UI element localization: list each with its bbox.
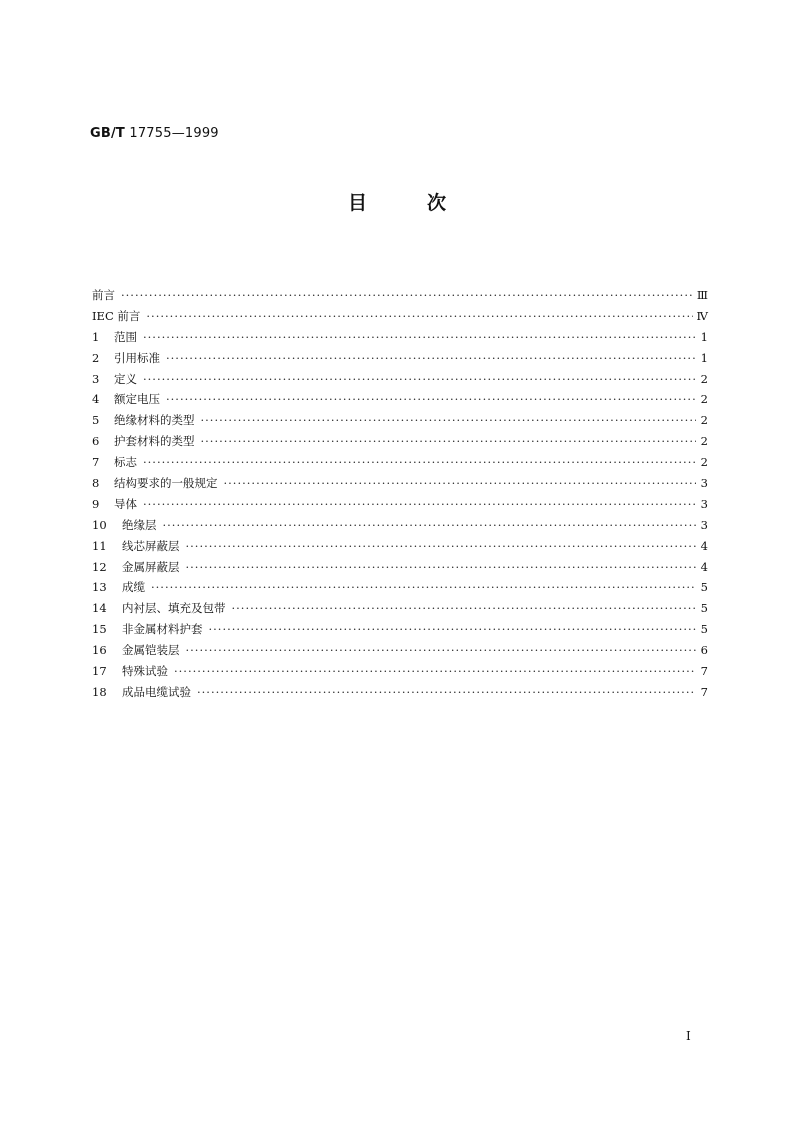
toc-entry-page: 7 [700,684,708,699]
toc-leader-dots [121,285,693,306]
toc-leader-dots [209,619,697,640]
toc-entry[interactable] [92,473,708,494]
toc-entry-number: 16 [92,643,107,658]
toc-entry-label: 线芯屏蔽层 [122,538,180,553]
page-title [0,188,794,215]
toc-entry-label: 成缆 [122,580,145,595]
toc-entry-label: 非金属材料护套 [122,622,203,637]
toc-entry-page: 4 [700,538,708,553]
toc-entry[interactable] [92,619,708,640]
toc-leader-dots [143,369,696,390]
toc-entry[interactable] [92,306,708,327]
toc-entry-page: 1 [700,350,708,365]
toc-leader-dots [146,306,692,327]
standard-number: 17755—1999 [129,126,219,141]
table-of-contents [92,285,708,703]
toc-entry[interactable] [92,431,708,452]
toc-entry-page: 5 [700,601,708,616]
toc-leader-dots [143,494,696,515]
toc-leader-dots [143,452,696,473]
toc-leader-dots [224,473,697,494]
toc-leader-dots [201,410,697,431]
toc-leader-dots [186,557,697,578]
toc-entry[interactable] [92,682,708,703]
toc-entry-label: 金属屏蔽层 [122,559,180,574]
title-char-1: 目 [347,192,367,214]
toc-entry-page: 3 [700,496,708,511]
toc-entry-number: 2 [92,350,100,365]
toc-entry-number: 17 [92,664,107,679]
toc-leader-dots [151,577,696,598]
toc-entry-number: 6 [92,434,100,449]
toc-entry[interactable] [92,452,708,473]
toc-entry-number: 7 [92,455,100,470]
toc-entry[interactable] [92,577,708,598]
standard-code [90,126,219,141]
toc-entry-page: 2 [700,392,708,407]
toc-entry-number: 9 [92,496,100,511]
toc-entry[interactable] [92,494,708,515]
toc-entry-number: 15 [92,622,107,637]
toc-entry[interactable] [92,557,708,578]
toc-entry-page: 2 [700,455,708,470]
toc-entry-label: 导体 [114,496,137,511]
toc-entry-label: 金属铠装层 [122,643,180,658]
toc-leader-dots [186,640,697,661]
toc-entry-label: IEC 前言 [92,308,141,323]
toc-entry-number: 1 [92,329,100,344]
toc-entry-page: 6 [700,643,708,658]
toc-entry-number: 10 [92,517,107,532]
toc-leader-dots [163,515,697,536]
toc-entry-number: 13 [92,580,107,595]
toc-entry-number: 4 [92,392,100,407]
toc-leader-dots [166,348,696,369]
toc-entry-number: 11 [92,538,107,553]
toc-entry[interactable] [92,327,708,348]
toc-leader-dots [186,536,697,557]
toc-entry[interactable] [92,515,708,536]
toc-entry-number: 18 [92,684,107,699]
toc-entry-page: 7 [700,664,708,679]
toc-entry[interactable] [92,640,708,661]
toc-entry-label: 前言 [92,288,115,302]
toc-entry-label: 结构要求的一般规定 [114,476,218,491]
toc-entry-number: 5 [92,413,100,428]
toc-entry-page: 3 [700,517,708,532]
toc-entry-page: 2 [700,371,708,386]
toc-leader-dots [174,661,696,682]
toc-entry-label: 内衬层、填充及包带 [122,601,226,616]
toc-entry-page: 2 [700,413,708,428]
toc-entry[interactable] [92,369,708,390]
toc-entry-page: 3 [700,476,708,491]
toc-entry-label: 绝缘层 [122,517,157,532]
toc-entry[interactable] [92,536,708,557]
title-char-2: 次 [427,192,447,214]
toc-entry-label: 标志 [114,455,137,470]
toc-entry-number: 14 [92,601,107,616]
toc-entry-label: 额定电压 [114,392,160,407]
toc-leader-dots [197,682,696,703]
standard-prefix: GB/T [90,126,125,141]
toc-entry-page: Ⅳ [696,308,708,323]
toc-entry-page: Ⅲ [696,288,708,302]
toc-entry-page: 4 [700,559,708,574]
toc-entry-page: 1 [700,329,708,344]
toc-entry-label: 护套材料的类型 [114,434,195,449]
toc-entry-label: 特殊试验 [122,664,168,679]
toc-entry-label: 绝缘材料的类型 [114,413,195,428]
toc-entry-page: 2 [700,434,708,449]
toc-entry-label: 范围 [114,329,137,344]
page-number: I [686,1029,691,1043]
toc-entry-page: 5 [700,580,708,595]
toc-leader-dots [143,327,696,348]
toc-entry[interactable] [92,285,708,306]
toc-entry-page: 5 [700,622,708,637]
toc-leader-dots [232,598,697,619]
toc-entry[interactable] [92,661,708,682]
toc-entry-number: 12 [92,559,107,574]
toc-entry-label: 引用标准 [114,350,160,365]
toc-leader-dots [166,389,696,410]
toc-entry[interactable] [92,348,708,369]
toc-entry[interactable] [92,410,708,431]
toc-entry-number: 8 [92,476,100,491]
toc-entry-number: 3 [92,371,100,386]
toc-entry-label: 成品电缆试验 [122,684,191,699]
toc-leader-dots [201,431,697,452]
toc-entry[interactable] [92,389,708,410]
toc-entry-label: 定义 [114,371,137,386]
toc-entry[interactable] [92,598,708,619]
